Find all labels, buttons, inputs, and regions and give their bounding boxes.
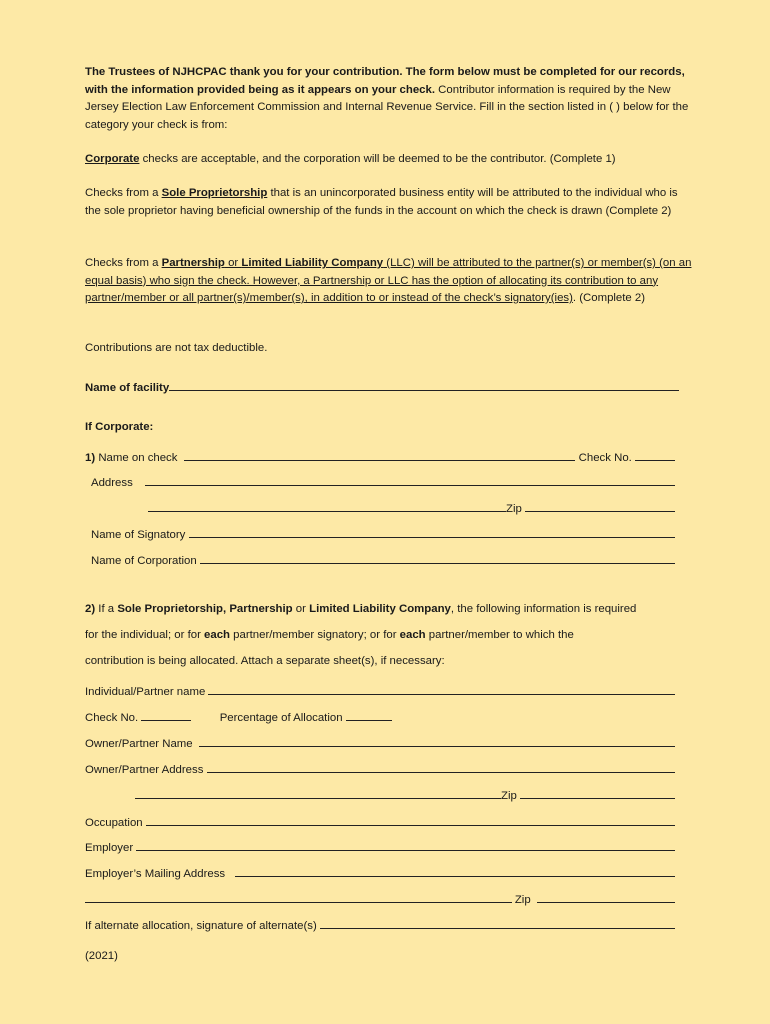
address-field[interactable] — [145, 472, 675, 486]
signatory-row — [91, 524, 675, 541]
intro-text: Contributor information is required by the New Jersey Election Law Enforcement Commission and Internal Revenue Service. Fill in the section listed in ( ) below for the category your check is from: — [85, 83, 689, 131]
sole-pre-text: Checks from a — [85, 187, 162, 199]
year-note: (2021) — [85, 950, 118, 962]
owner-zip-row — [135, 785, 675, 802]
zip-field[interactable] — [525, 498, 675, 512]
occupation-label: Occupation — [85, 817, 143, 829]
section2-text-2: or — [292, 603, 310, 615]
address-label: Address — [91, 477, 133, 489]
facility-label: Name of facility — [85, 382, 170, 394]
signatory-field[interactable] — [189, 524, 675, 538]
partner-or-text: or — [224, 257, 242, 269]
sole-proprietorship-label: Sole Proprietorship — [161, 187, 268, 199]
not-deductible-note: Contributions are not tax deductible. — [85, 342, 268, 354]
llc-label: Limited Liability Company — [241, 257, 384, 269]
individual-field[interactable] — [208, 681, 675, 695]
owner-name-row — [85, 733, 675, 750]
name-on-check-label: Name on check — [98, 452, 178, 464]
section2-line3: contribution is being allocated. Attach a separate sheet(s), if necessary: — [85, 655, 445, 667]
occupation-row — [85, 812, 675, 829]
intro-paragraph — [85, 64, 690, 134]
section1-number: 1) — [85, 452, 96, 464]
check-no-field[interactable] — [635, 447, 675, 461]
sole-text: that is an unincorporated business entity will be attributed to the individual who is the sole proprietor having beneficial ownership of the funds in the account on which the check is drawn (Complete 2) — [85, 187, 678, 217]
employer-zip-field[interactable] — [537, 889, 675, 903]
corporation-field[interactable] — [200, 550, 675, 564]
address-zip-row — [148, 498, 675, 515]
partner-tail-text: . (Complete 2) — [572, 292, 646, 304]
partner-underlined-text: (LLC) will be attributed to the partner(s) or member(s) (on an equal basis) who sign the check. However, a Partnership or LLC has the option of allocating its contribution to any partner/member or all partner(s)/member(s), in addition to or instead of the check’s signatory(ies) — [85, 257, 692, 304]
section2-bold-1: Sole Proprietorship, Partnership — [117, 603, 293, 615]
owner-address-label: Owner/Partner Address — [85, 764, 204, 776]
employer-zip-row — [85, 889, 675, 906]
zip-label: Zip — [506, 503, 522, 515]
owner-name-label: Owner/Partner Name — [85, 738, 193, 750]
check-no-label-2: Check No. — [85, 712, 139, 724]
signatory-label: Name of Signatory — [91, 529, 186, 541]
occupation-field[interactable] — [146, 812, 675, 826]
alternate-row — [85, 915, 675, 932]
alternate-label: If alternate allocation, signature of alternate(s) — [85, 920, 317, 932]
address-line2-field[interactable] — [148, 498, 506, 512]
partner-pre-text: Checks from a — [85, 257, 162, 269]
section2-line2-a: for the individual; or for — [85, 629, 205, 641]
employer-address-label: Employer’s Mailing Address — [85, 868, 226, 880]
name-on-check-row — [85, 447, 675, 464]
owner-address-row — [85, 759, 675, 776]
section2-line2-e: partner/member to which the — [425, 629, 574, 641]
owner-address-line2-field[interactable] — [135, 785, 501, 799]
owner-zip-label: Zip — [501, 790, 517, 802]
sole-proprietorship-paragraph — [85, 185, 690, 220]
owner-name-field[interactable] — [199, 733, 675, 747]
intro-bold-text: The Trustees of NJHCPAC thank you for your contribution. The form below must be completed for our records, with the information provided being as it appears on your check. — [85, 66, 685, 96]
section2-bold-2: Limited Liability Company — [309, 603, 451, 615]
partnership-label: Partnership — [161, 257, 225, 269]
section2-text-3: , the following information is required — [450, 603, 637, 615]
corporate-label: Corporate — [85, 153, 140, 165]
section2-each-1: each — [204, 629, 230, 641]
section2-line2 — [85, 629, 574, 641]
employer-zip-label: Zip — [514, 894, 531, 906]
facility-field[interactable] — [169, 377, 679, 391]
individual-label: Individual/Partner name — [85, 686, 206, 698]
section2-line1 — [85, 603, 636, 615]
address-row — [91, 472, 675, 489]
check-percentage-row — [85, 707, 392, 724]
section2-text-1: If a — [95, 603, 118, 615]
employer-address-line2-field[interactable] — [85, 889, 512, 903]
corporation-label: Name of Corporation — [91, 555, 197, 567]
partnership-paragraph — [85, 255, 703, 308]
corporation-row — [91, 550, 675, 567]
name-on-check-field[interactable] — [184, 447, 576, 461]
check-no-label: Check No. — [578, 452, 632, 464]
employer-row — [85, 837, 675, 854]
employer-label: Employer — [85, 842, 134, 854]
percentage-field[interactable] — [346, 707, 392, 721]
alternate-signature-field[interactable] — [320, 915, 675, 929]
section2-number: 2) — [85, 603, 96, 615]
if-corporate-heading: If Corporate: — [85, 421, 154, 433]
facility-row — [85, 377, 679, 394]
individual-row — [85, 681, 675, 698]
employer-address-field[interactable] — [235, 863, 675, 877]
corporate-text: checks are acceptable, and the corporation will be deemed to be the contributor. (Complete 1) — [139, 153, 616, 165]
percentage-label: Percentage of Allocation — [219, 712, 343, 724]
employer-field[interactable] — [136, 837, 675, 851]
section2-line2-c: partner/member signatory; or for — [230, 629, 400, 641]
employer-address-row — [85, 863, 675, 880]
owner-address-field[interactable] — [207, 759, 675, 773]
section2-each-2: each — [399, 629, 426, 641]
check-no-field-2[interactable] — [141, 707, 191, 721]
owner-zip-field[interactable] — [520, 785, 675, 799]
corporate-paragraph — [85, 151, 690, 169]
